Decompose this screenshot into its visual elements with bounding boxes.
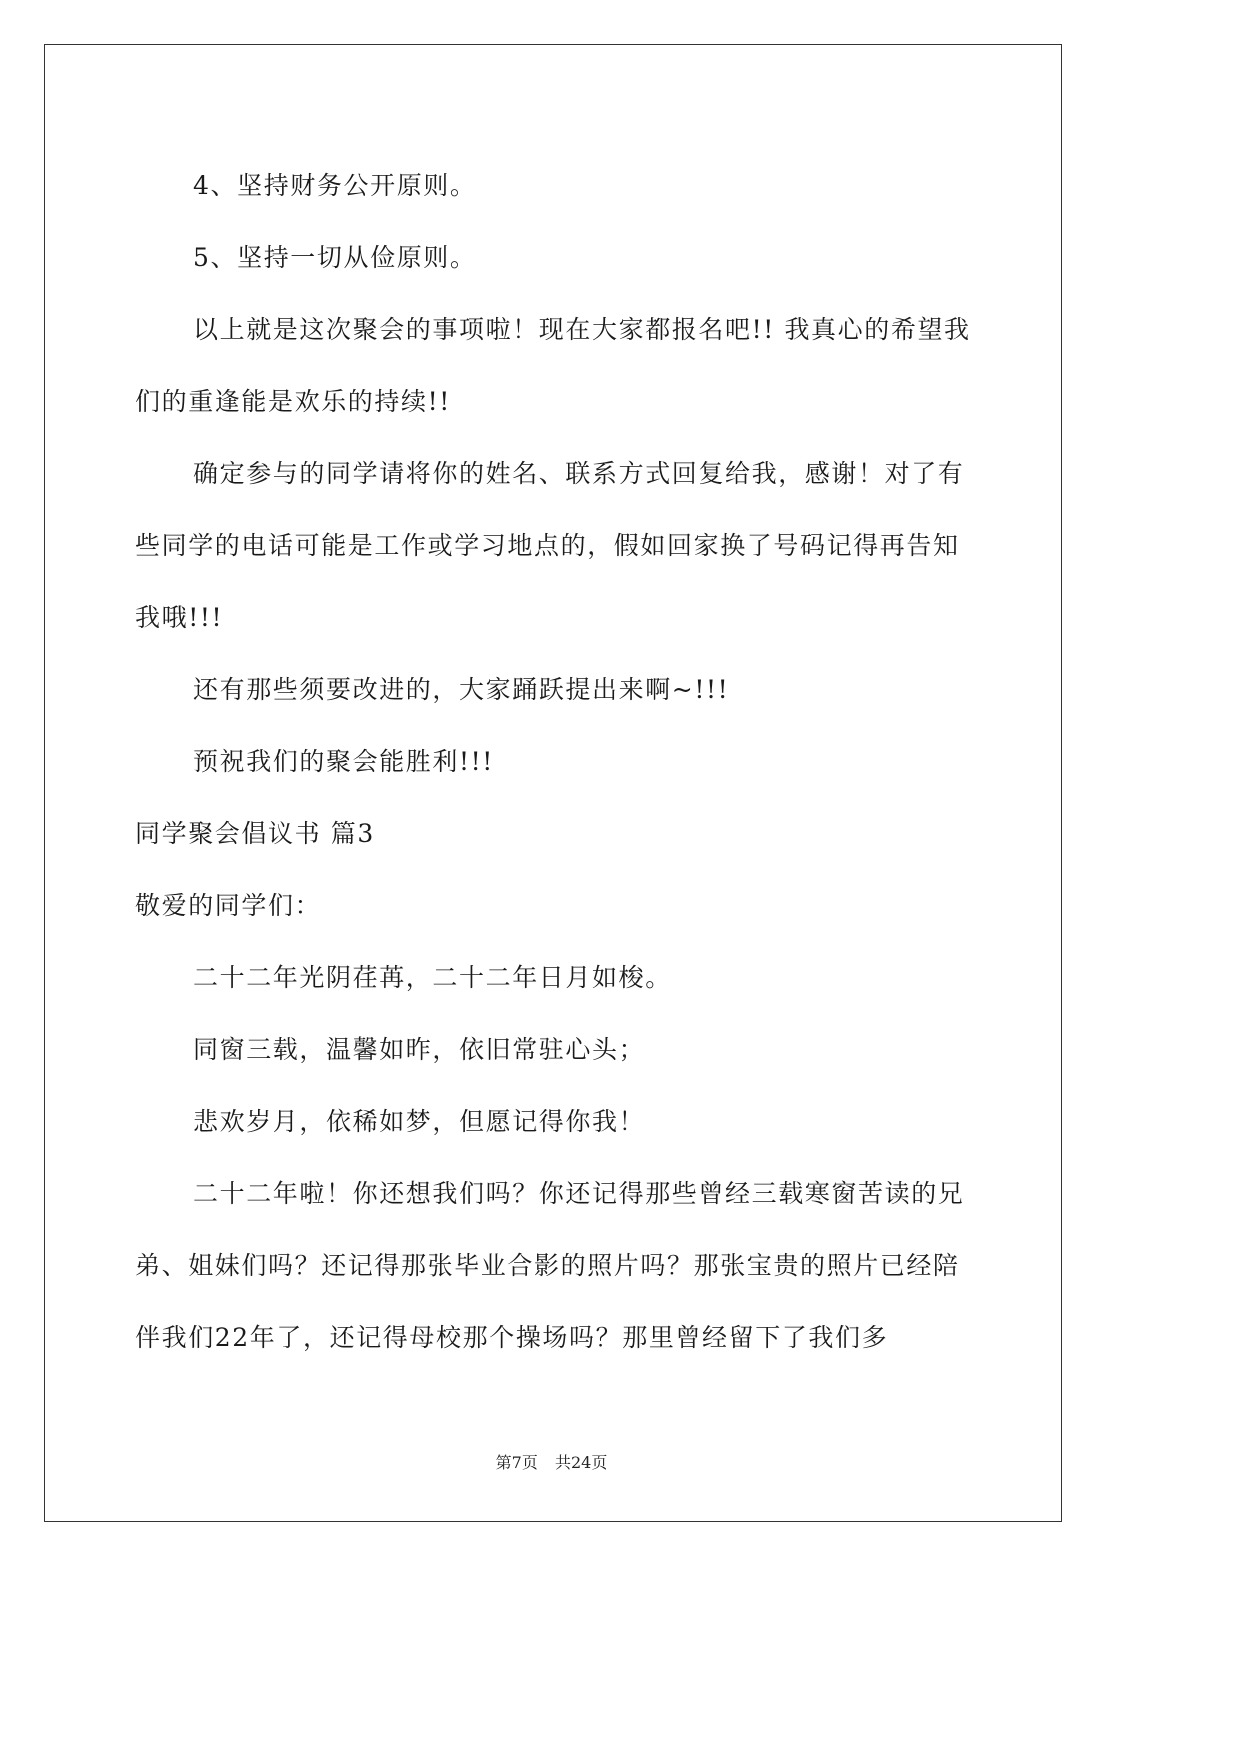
section-heading: 同学聚会倡议书 篇3 — [135, 819, 375, 848]
document-body — [135, 150, 975, 1374]
paragraph-years-passed: 二十二年光阴荏苒，二十二年日月如梭。 — [193, 963, 672, 992]
paragraph-principle-4: 4、坚持财务公开原则。 — [193, 171, 477, 200]
paragraph-twenty-two-years: 二十二年啦！你还想我们吗？你还记得那些曾经三载寒窗苦读的兄弟、姐妹们吗？还记得那张毕业合影的照片吗？那张宝贵的照片已经陪伴我们22年了，还记得母校那个操场吗？那里曾经留下了我们多 — [135, 1179, 965, 1352]
paragraph-classmates: 同窗三载，温馨如昨，依旧常驻心头； — [193, 1035, 646, 1064]
paragraph-principle-5: 5、坚持一切从俭原则。 — [193, 243, 477, 272]
paragraph-contact-request: 确定参与的同学请将你的姓名、联系方式回复给我，感谢！对了有些同学的电话可能是工作或学习地点的，假如回家换了号码记得再告知我哦!!! — [135, 459, 965, 632]
page-total: 共24页 — [554, 1453, 608, 1472]
salutation: 敬爱的同学们： — [135, 891, 322, 920]
page-footer — [0, 1450, 1103, 1473]
page-number: 第7页 — [495, 1453, 538, 1472]
paragraph-signup-call: 以上就是这次聚会的事项啦！现在大家都报名吧!! 我真心的希望我们的重逢能是欢乐的持续!! — [135, 315, 971, 416]
paragraph-suggestions: 还有那些须要改进的，大家踊跃提出来啊~!!! — [193, 675, 730, 704]
paragraph-memories: 悲欢岁月，依稀如梦，但愿记得你我！ — [193, 1107, 646, 1136]
paragraph-wish-success: 预祝我们的聚会能胜利!!! — [193, 747, 494, 776]
